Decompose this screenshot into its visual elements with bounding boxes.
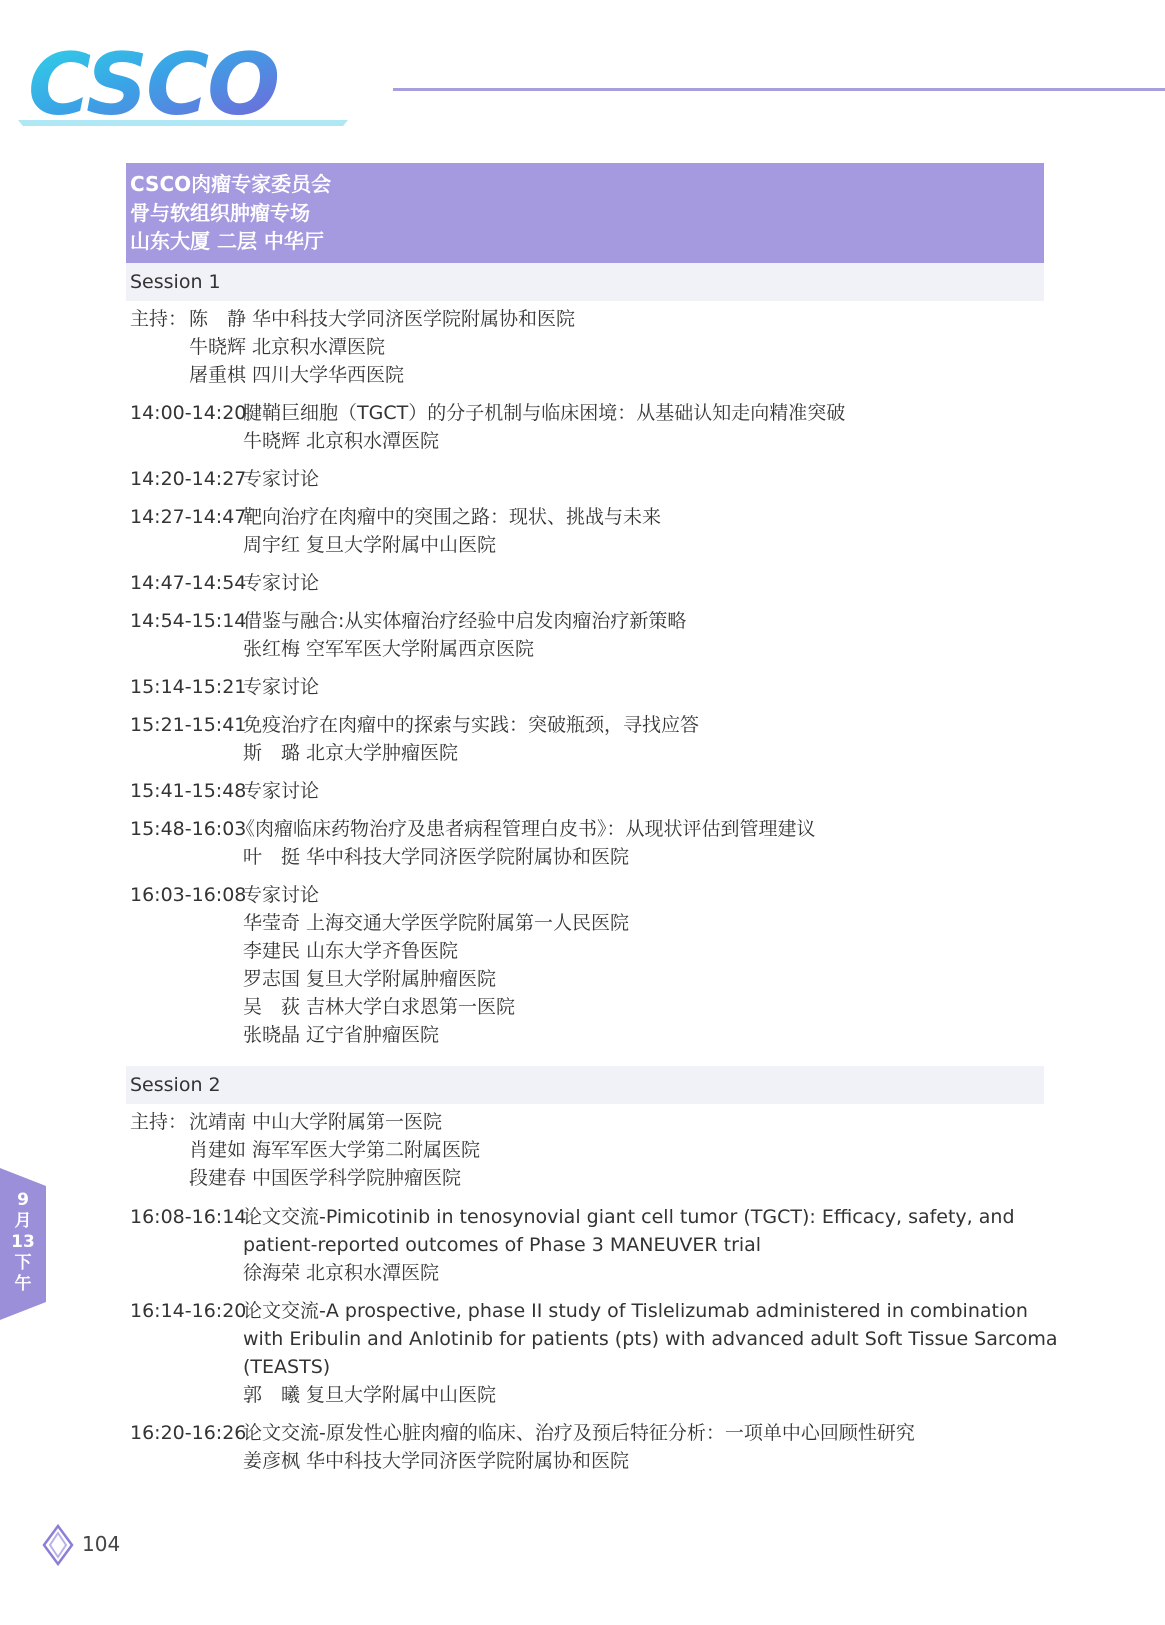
page-number: 104: [82, 1532, 121, 1556]
chairs-label: 主持：: [130, 308, 188, 330]
item-time: 15:41-15:48: [130, 780, 247, 802]
date-tab-text: 月: [14, 1211, 32, 1231]
chair: 段建春 中国医学科学院肿瘤医院: [189, 1167, 462, 1189]
chair: 沈靖南 中山大学附属第一医院: [189, 1111, 443, 1133]
item-title: 论文交流-原发性心脏肉瘤的临床、治疗及预后特征分析：一项单中心回顾性研究: [243, 1422, 915, 1444]
item-time: 14:27-14:47: [130, 506, 247, 528]
item-title: 腱鞘巨细胞（TGCT）的分子机制与临床困境：从基础认知走向精准突破: [243, 402, 846, 424]
item-speaker: 叶 挺 华中科技大学同济医学院附属协和医院: [243, 846, 630, 868]
discussant: 吴 荻 吉林大学白求恩第一医院: [243, 996, 516, 1018]
item-time: 14:00-14:20: [130, 402, 247, 424]
item-title: 论文交流-A prospective, phase II study of Tislelizumab administered in combination: [243, 1300, 1028, 1322]
item-time: 16:08-16:14: [130, 1206, 247, 1228]
item-speaker: 张红梅 空军军医大学附属西京医院: [243, 638, 535, 660]
item-time: 15:48-16:03: [130, 818, 247, 840]
diamond-icon: [42, 1524, 74, 1566]
item-title: 专家讨论: [243, 676, 320, 698]
date-tab-label: [10, 1190, 36, 1295]
item-time: 14:20-14:27: [130, 468, 247, 490]
item-title: with Eribulin and Anlotinib for patients (pts) with advanced adult Soft Tissue Sarcoma: [243, 1328, 1058, 1350]
date-tab-text: 13: [11, 1232, 35, 1252]
discussant: 华莹奇 上海交通大学医学院附属第一人民医院: [243, 912, 630, 934]
date-tab-text: 9: [17, 1190, 29, 1210]
discussant: 张晓晶 辽宁省肿瘤医院: [243, 1024, 440, 1046]
item-time: 14:47-14:54: [130, 572, 247, 594]
discussant: 罗志国 复旦大学附属肿瘤医院: [243, 968, 497, 990]
chair: 肖建如 海军军医大学第二附属医院: [189, 1139, 481, 1161]
item-time: 15:14-15:21: [130, 676, 247, 698]
item-speaker: 姜彦枫 华中科技大学同济医学院附属协和医院: [243, 1450, 630, 1472]
item-time: 15:21-15:41: [130, 714, 247, 736]
item-speaker: 斯 璐 北京大学肿瘤医院: [243, 742, 459, 764]
discussant: 李建民 山东大学齐鲁医院: [243, 940, 459, 962]
header-divider: [393, 88, 1165, 91]
date-tab-text: 午: [14, 1274, 32, 1294]
banner-topic: 骨与软组织肿瘤专场: [130, 200, 310, 225]
item-time: 16:20-16:26: [130, 1422, 247, 1444]
banner-committee: CSCO肉瘤专家委员会: [130, 172, 332, 196]
item-title: 免疫治疗在肉瘤中的探索与实践：突破瓶颈，寻找应答: [243, 714, 700, 736]
item-title: 专家讨论: [243, 468, 320, 490]
chairs-label: 主持：: [130, 1111, 188, 1133]
event-banner: [126, 163, 1044, 263]
item-title: 《肉瘤临床药物治疗及患者病程管理白皮书》：从现状评估到管理建议: [236, 818, 816, 840]
chair: 牛晓辉 北京积水潭医院: [189, 336, 386, 358]
item-speaker: 周宇红 复旦大学附属中山医院: [243, 534, 497, 556]
item-time: 14:54-15:14: [130, 610, 247, 632]
item-title: patient-reported outcomes of Phase 3 MANEUVER trial: [243, 1234, 762, 1256]
csco-logo: [18, 42, 348, 132]
item-title: 专家讨论: [243, 780, 320, 802]
item-time: 16:03-16:08: [130, 884, 247, 906]
session-1-header: Session 1: [126, 263, 1044, 301]
item-speaker: 牛晓辉 北京积水潭医院: [243, 430, 440, 452]
session-2-header: Session 2: [126, 1066, 1044, 1104]
item-title: (TEASTS): [243, 1356, 331, 1378]
chair: 屠重棋 四川大学华西医院: [189, 364, 405, 386]
item-title: 论文交流-Pimicotinib in tenosynovial giant cell tumor (TGCT): Efficacy, safety, and: [243, 1206, 1015, 1228]
chair: 陈 静 华中科技大学同济医学院附属协和医院: [189, 308, 576, 330]
logo-text: CSCO: [28, 42, 279, 132]
item-title: 专家讨论: [243, 884, 320, 906]
item-speaker: 郭 曦 复旦大学附属中山医院: [243, 1384, 497, 1406]
item-time: 16:14-16:20: [130, 1300, 247, 1322]
date-tab-text: 下: [14, 1253, 32, 1273]
item-title: 靶向治疗在肉瘤中的突围之路：现状、挑战与未来: [243, 506, 662, 528]
item-title: 专家讨论: [243, 572, 320, 594]
item-title: 借鉴与融合:从实体瘤治疗经验中启发肉瘤治疗新策略: [243, 610, 687, 632]
banner-venue: 山东大厦 二层 中华厅: [130, 229, 324, 253]
item-speaker: 徐海荣 北京积水潭医院: [243, 1262, 440, 1284]
